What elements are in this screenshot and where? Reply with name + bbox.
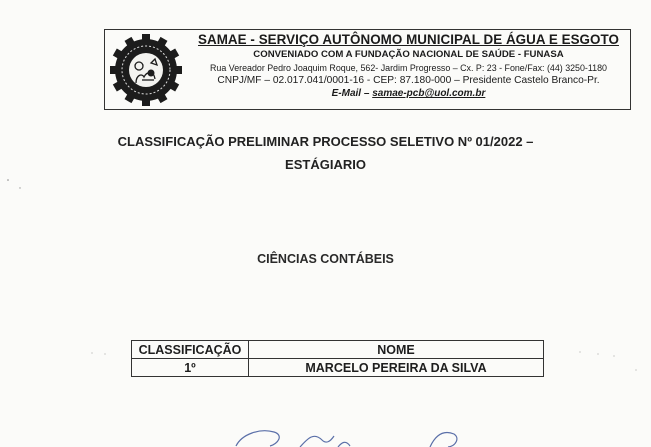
column-header-classification: CLASSIFICAÇÃO bbox=[132, 341, 249, 359]
cell-rank: 1º bbox=[132, 359, 249, 377]
document-title-line1: CLASSIFICAÇÃO PRELIMINAR PROCESSO SELETIVO Nº 01/2022 – bbox=[117, 134, 534, 149]
column-header-name: NOME bbox=[249, 341, 544, 359]
org-name: SAMAE - SERVIÇO AUTÔNOMO MUNICIPAL DE ÁGUA E ESGOTO bbox=[198, 32, 619, 47]
document-title-line2: ESTÁGIARIO bbox=[285, 157, 366, 172]
signature-scribble bbox=[230, 418, 490, 447]
course-heading: CIÊNCIAS CONTÁBEIS bbox=[257, 252, 394, 266]
cnpj-line: CNPJ/MF – 02.017.041/0001-16 - CEP: 87.180-000 – Presidente Castelo Branco-Pr. bbox=[217, 75, 600, 86]
agreement-line: CONVENIADO COM A FUNDAÇÃO NACIONAL DE SAÚDE - FUNASA bbox=[253, 49, 564, 60]
email-link[interactable]: samae-pcb@uol.com.br bbox=[372, 88, 486, 99]
email-label: E-Mail – bbox=[331, 88, 370, 99]
cell-name: MARCELO PEREIRA DA SILVA bbox=[249, 359, 544, 377]
address-line: Rua Vereador Pedro Joaquim Roque, 562- Jardim Progresso – Cx. P: 23 - Fone/Fax: (44) 3250-1180 bbox=[210, 63, 607, 73]
